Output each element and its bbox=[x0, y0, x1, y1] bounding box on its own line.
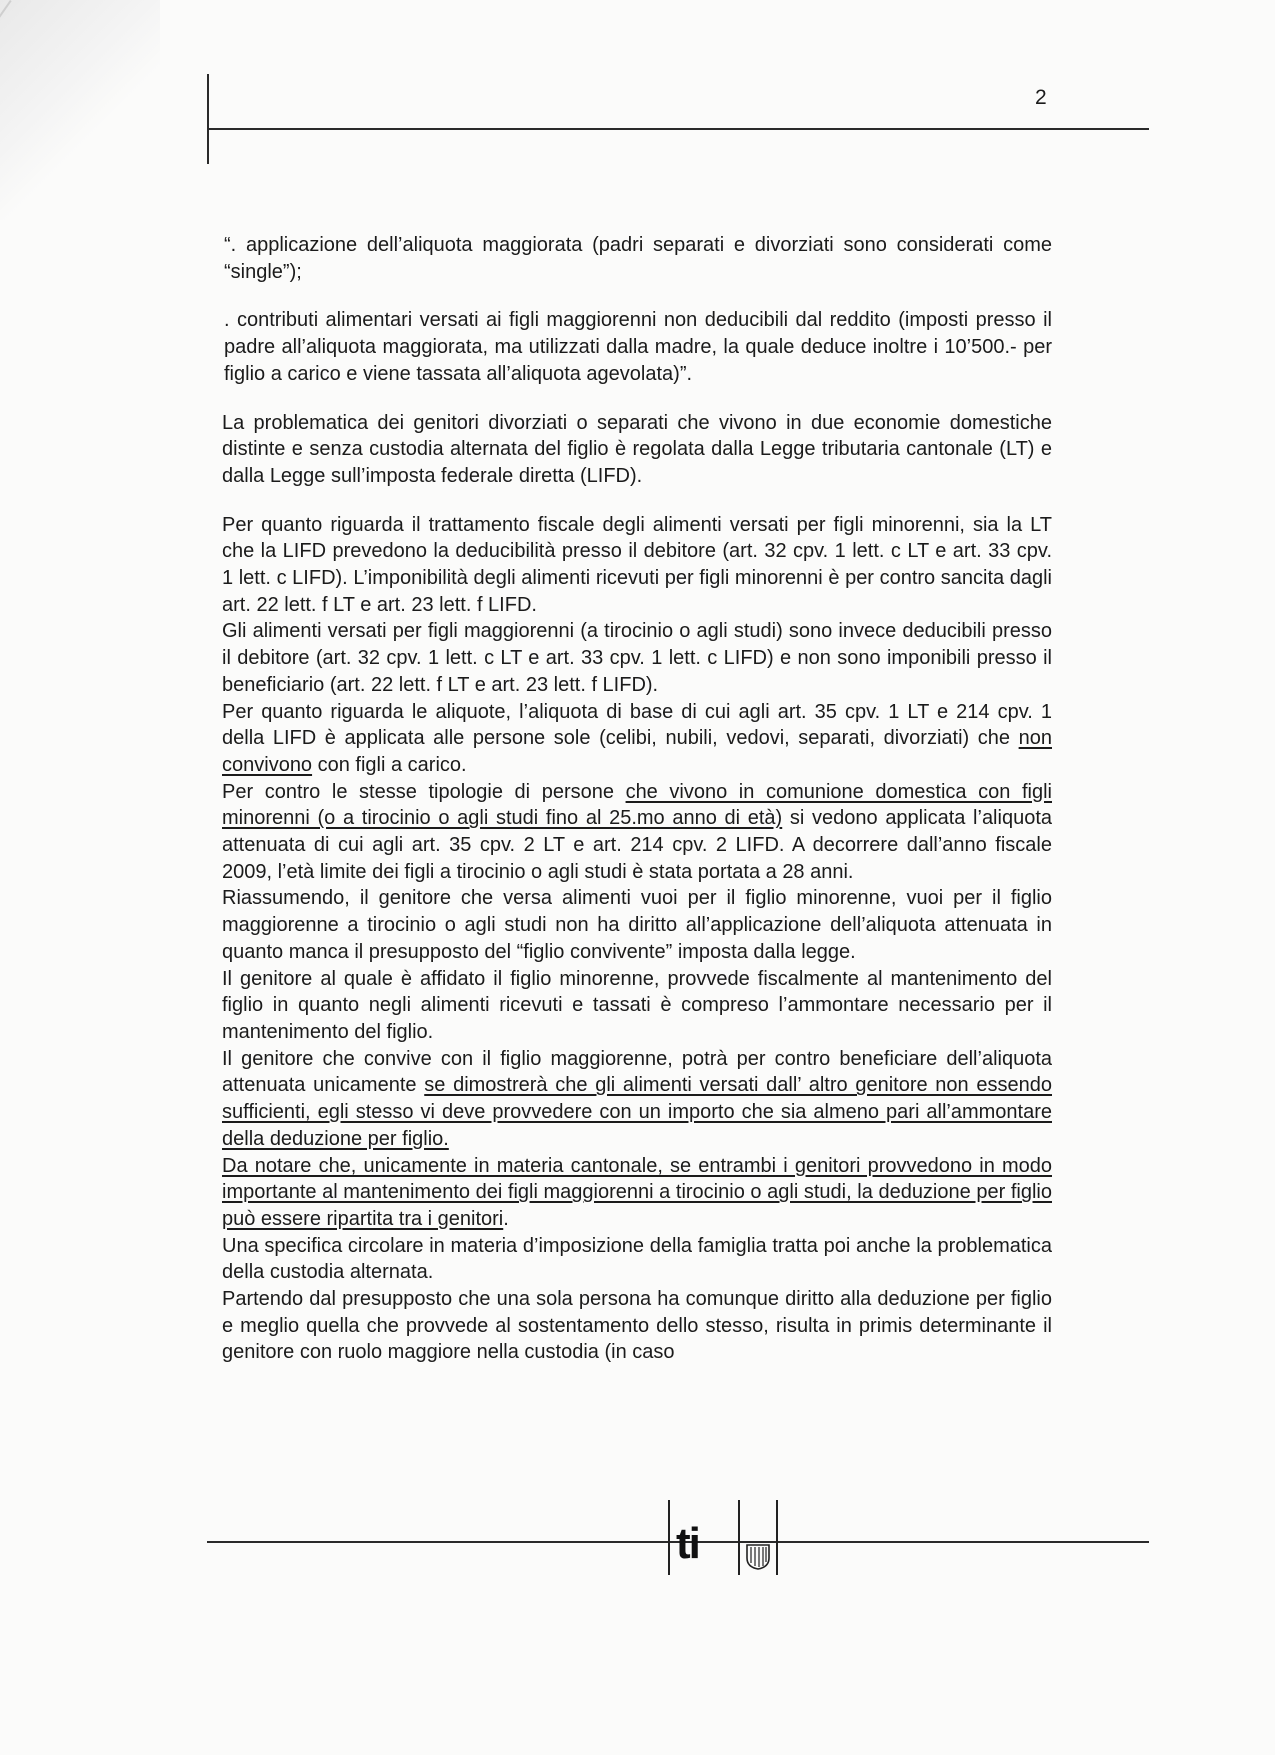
quote-item-1: “. applicazione dell’aliquota maggiorata (padri separati e divorziati sono considerati come “single”); bbox=[224, 234, 1052, 283]
quote-item-2: . contributi alimentari versati ai figli maggiorenni non deducibili dal reddito (imposti presso il padre all’aliquota maggiorata, ma utilizzati dalla madre, la quale deduce inoltre i 10’500.- per figlio a carico e viene tassata all’aliquota agevolata)”. bbox=[224, 309, 1052, 385]
header-vertical-rule bbox=[207, 74, 209, 164]
paragraph-reduced-rate: Per contro le stesse tipologie di persone che vivono in comunione domestica con figli minorenni (o a tirocinio o agli studi fino al 25.mo anno di età) si vedono applicata l’aliquota attenuata di cui agli art. 35 cpv. 2 LT e art. 214 cpv. 2 LIFD. A decorrere dall’anno fiscale 2009, l’età limite dei figli a tirocinio o agli studi è stata portata a 28 anni. bbox=[222, 780, 1052, 883]
paragraph-custodial-parent: Il genitore al quale è affidato il figlio minorenne, provvede fiscalmente al mantenimento del figlio in quanto negli alimenti ricevuti e tassati è compreso l’ammontare necessario per il mantenimento del figlio. bbox=[222, 967, 1052, 1043]
paragraph-cohabiting-parent: Il genitore che convive con il figlio maggiorenne, potrà per contro beneficiare dell’aliquota attenuata unicamente se dimostrerà che gli alimenti versati dall’ altro genitore non essendo sufficienti, egli stesso vi deve provvedere con un importo che sia almeno pari all’ammontare della deduzione per figlio. bbox=[222, 1047, 1052, 1150]
header-rule bbox=[207, 128, 1149, 130]
logo-text: ti bbox=[676, 1519, 699, 1568]
paragraph-intro: La problematica dei genitori divorziati o separati che vivono in due economie domestiche distinte e senza custodia alternata del figlio è regolata dalla Legge tributaria cantonale (LT) e dalla Legge sull’imposta federale diretta (LIFD). bbox=[222, 411, 1052, 487]
document-body bbox=[222, 232, 1052, 1366]
logo-mid-bar bbox=[738, 1500, 740, 1575]
canton-shield-icon bbox=[746, 1544, 770, 1570]
logo-left-bar bbox=[668, 1500, 670, 1575]
logo-right-bar bbox=[776, 1500, 778, 1575]
paragraph-base-rate: Per quanto riguarda le aliquote, l’aliquota di base di cui agli art. 35 cpv. 1 LT e 214 cpv. 1 della LIFD è applicata alle persone sole (celibi, nubili, vedovi, separati, divorziati) che non convivono con figli a carico. bbox=[222, 700, 1052, 776]
paragraph-adults: Gli alimenti versati per figli maggiorenni (a tirocinio o agli studi) sono invece deducibili presso il debitore (art. 32 cpv. 1 lett. c LT e art. 33 cpv. 1 lett. c LIFD) e non sono imponibili presso il beneficiario (art. 22 lett. f LT e art. 23 lett. f LIFD). bbox=[222, 620, 1052, 696]
paragraph-minors: Per quanto riguarda il trattamento fiscale degli alimenti versati per figli minorenni, sia la LT che la LIFD prevedono la deducibilità presso il debitore (art. 32 cpv. 1 lett. c LT e art. 33 cpv. 1 lett. c LIFD). L’imponibilità degli alimenti ricevuti per figli minorenni è per contro sancita dagli art. 22 lett. f LT e art. 23 lett. f LIFD. bbox=[222, 513, 1052, 616]
paragraph-deduction: Partendo dal presupposto che una sola persona ha comunque diritto alla deduzione per figlio e meglio quella che provvede al sostentamento dello stesso, risulta in primis determinante il genitore con ruolo maggiore nella custodia (in caso bbox=[222, 1288, 1052, 1364]
ticino-logo bbox=[668, 1500, 784, 1575]
paragraph-cantonal-note: Da notare che, unicamente in materia cantonale, se entrambi i genitori provvedono in modo importante al mantenimento dei figli maggiorenni a tirocinio o agli studi, la deduzione per figlio può essere ripartita tra i genitori. bbox=[222, 1154, 1052, 1230]
page-number: 2 bbox=[1035, 86, 1047, 109]
page-fold-shadow bbox=[0, 0, 160, 220]
paragraph-summary: Riassumendo, il genitore che versa alimenti vuoi per il figlio minorenne, vuoi per il figlio maggiorenne a tirocinio o agli studi non ha diritto all’applicazione dell’aliquota attenuata in quanto manca il presupposto del “figlio convivente” imposta dalla legge. bbox=[222, 887, 1052, 963]
paragraph-circular: Una specifica circolare in materia d’imposizione della famiglia tratta poi anche la problematica della custodia alternata. bbox=[222, 1234, 1052, 1284]
